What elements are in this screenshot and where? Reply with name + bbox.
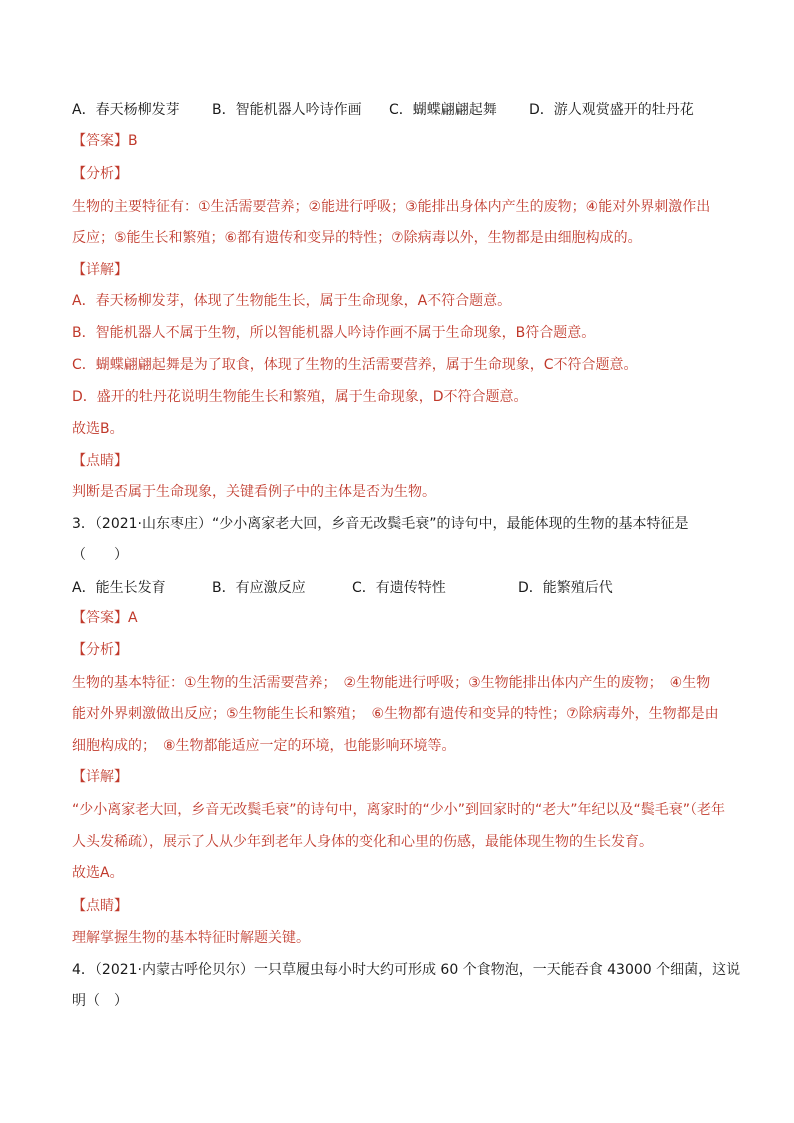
q2-point: 判断是否属于生命现象，关键看例子中的主体是否为生物。 bbox=[72, 484, 436, 500]
q3-option-d: D．能繁殖后代 bbox=[518, 580, 613, 596]
q3-analysis-line: 细胞构成的； ⑧生物都能适应一定的环境，也能影响环境等。 bbox=[72, 738, 456, 754]
q3-point: 理解掌握生物的基本特征时解题关键。 bbox=[72, 930, 310, 946]
q2-option-d: D．游人观赏盛开的牡丹花 bbox=[529, 102, 694, 118]
q4-stem-line: 4．（2021·内蒙古呼伦贝尔）一只草履虫每小时大约可形成 60 个食物泡，一天能吞食 43000 个细菌，这说 bbox=[72, 962, 741, 978]
q3-answer: 【答案】A bbox=[72, 610, 138, 626]
q3-detail-line: “少小离家老大回，乡音无改鬓毛衰”的诗句中，离家时的“少小”到回家时的“老大”年纪以及“鬓毛衰”（老年 bbox=[72, 802, 726, 818]
q2-detail-line: D．盛开的牡丹花说明生物能生长和繁殖，属于生命现象，D不符合题意。 bbox=[72, 389, 528, 405]
q3-options bbox=[72, 578, 732, 598]
q3-stem-line: 3．（2021·山东枣庄）“少小离家老大回，乡音无改鬓毛衰”的诗句中，最能体现的生物的基本特征是 bbox=[72, 516, 689, 532]
q3-detail-line: 人头发稀疏），展示了人从少年到老年人身体的变化和心里的伤感，最能体现生物的生长发育。 bbox=[72, 834, 653, 850]
q2-options bbox=[72, 100, 732, 120]
q3-conclusion: 故选A。 bbox=[72, 865, 124, 881]
q2-option-b: B．智能机器人吟诗作画 bbox=[212, 102, 362, 118]
q2-option-c: C．蝴蝶翩翩起舞 bbox=[389, 102, 497, 118]
q2-analysis-line: 生物的主要特征有：①生活需要营养；②能进行呼吸；③能排出身体内产生的废物；④能对外界刺激作出 bbox=[72, 199, 711, 215]
q2-detail-line: A．春天杨柳发芽，体现了生物能生长，属于生命现象，A不符合题意。 bbox=[72, 293, 512, 309]
q3-analysis-line: 生物的基本特征：①生物的生活需要营养； ②生物能进行呼吸；③生物能排出体内产生的废物； ④生物 bbox=[72, 675, 711, 691]
q2-analysis-heading: 【分析】 bbox=[72, 166, 128, 182]
q2-detail-line: B．智能机器人不属于生物，所以智能机器人吟诗作画不属于生命现象，B符合题意。 bbox=[72, 325, 596, 341]
q3-analysis-heading: 【分析】 bbox=[72, 642, 128, 658]
q2-conclusion: 故选B。 bbox=[72, 421, 124, 437]
q3-stem-line: （ ） bbox=[72, 547, 128, 563]
q2-analysis-line: 反应；⑤能生长和繁殖；⑥都有遗传和变异的特性；⑦除病毒以外，生物都是由细胞构成的。 bbox=[72, 230, 642, 246]
q3-point-heading: 【点睛】 bbox=[72, 898, 128, 914]
q3-option-a: A．能生长发育 bbox=[72, 580, 166, 596]
q2-detail-heading: 【详解】 bbox=[72, 262, 128, 278]
q3-analysis-line: 能对外界刺激做出反应；⑤生物能生长和繁殖； ⑥生物都有遗传和变异的特性；⑦除病毒外，生物都是由 bbox=[72, 706, 719, 722]
q3-option-b: B．有应激反应 bbox=[212, 580, 306, 596]
q4-stem-line: 明（ ） bbox=[72, 993, 128, 1009]
q2-option-a: A．春天杨柳发芽 bbox=[72, 102, 180, 118]
q2-answer: 【答案】B bbox=[72, 133, 138, 149]
q3-option-c: C．有遗传特性 bbox=[352, 580, 446, 596]
q2-point-heading: 【点睛】 bbox=[72, 453, 128, 469]
q3-detail-heading: 【详解】 bbox=[72, 769, 128, 785]
q2-detail-line: C．蝴蝶翩翩起舞是为了取食，体现了生物的生活需要营养，属于生命现象，C不符合题意。 bbox=[72, 357, 638, 373]
